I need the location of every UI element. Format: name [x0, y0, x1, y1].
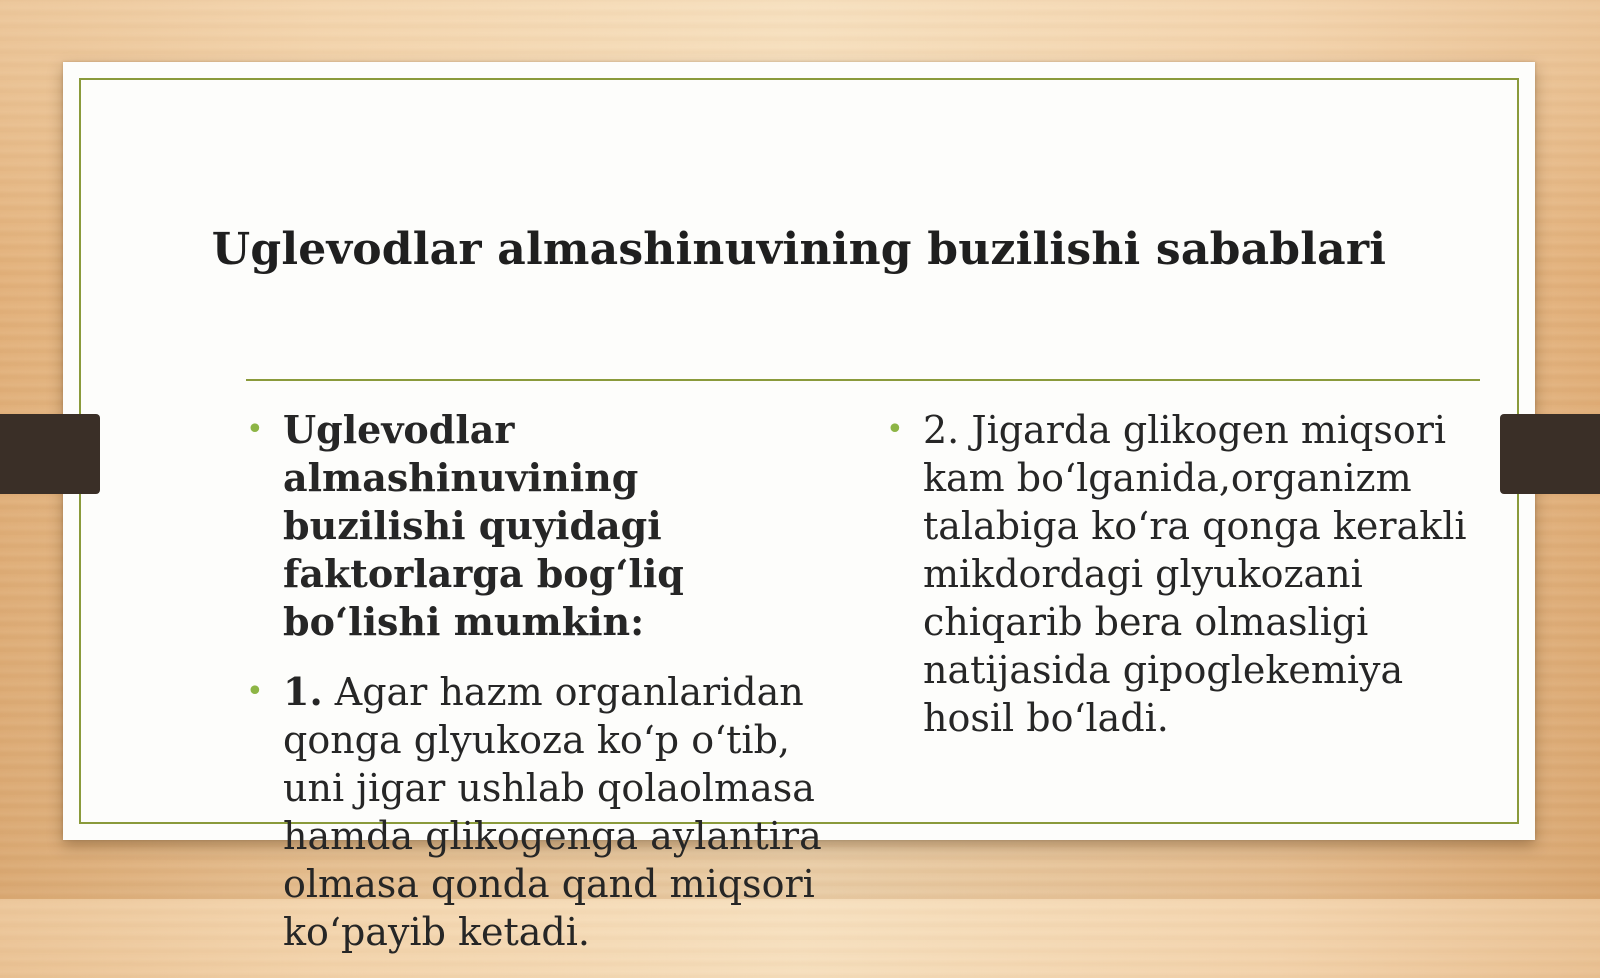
right-bullet-list: [886, 406, 1486, 742]
slide-title: Uglevodlar almashinuvining buzilishi sabablari: [211, 224, 1387, 275]
bullet-icon: •: [246, 674, 264, 709]
list-item-text: Agar hazm organlaridan qonga glyukoza ko‘p o‘tib, uni jigar ushlab qolaolmasa hamda glikogenga aylantira olmasa qonda qand miqsori ko‘payib ketadi.: [283, 670, 822, 954]
bullet-icon: •: [246, 412, 264, 447]
list-item-number: 1.: [283, 669, 323, 714]
right-decorative-tab: [1500, 414, 1600, 494]
left-bullet-list: [246, 406, 826, 956]
title-divider: [246, 379, 1480, 381]
left-column: [246, 406, 826, 978]
list-item: [246, 406, 826, 646]
left-decorative-tab: [0, 414, 100, 494]
list-item: [246, 668, 826, 956]
slide: [63, 62, 1535, 954]
bullet-icon: •: [886, 412, 904, 447]
list-item-text: Uglevodlar almashinuvining buzilishi quyidagi faktorlarga bog‘liq bo‘lishi mumkin:: [283, 407, 684, 644]
right-column: [886, 406, 1486, 764]
list-item: [886, 406, 1486, 742]
list-item-text: 2. Jigarda glikogen miqsori kam bo‘lganida,organizm talabiga ko‘ra qonga kerakli mikdordagi glyukozani chiqarib bera olmasligi natijasida gipoglekemiya hosil bo‘ladi.: [923, 408, 1467, 740]
